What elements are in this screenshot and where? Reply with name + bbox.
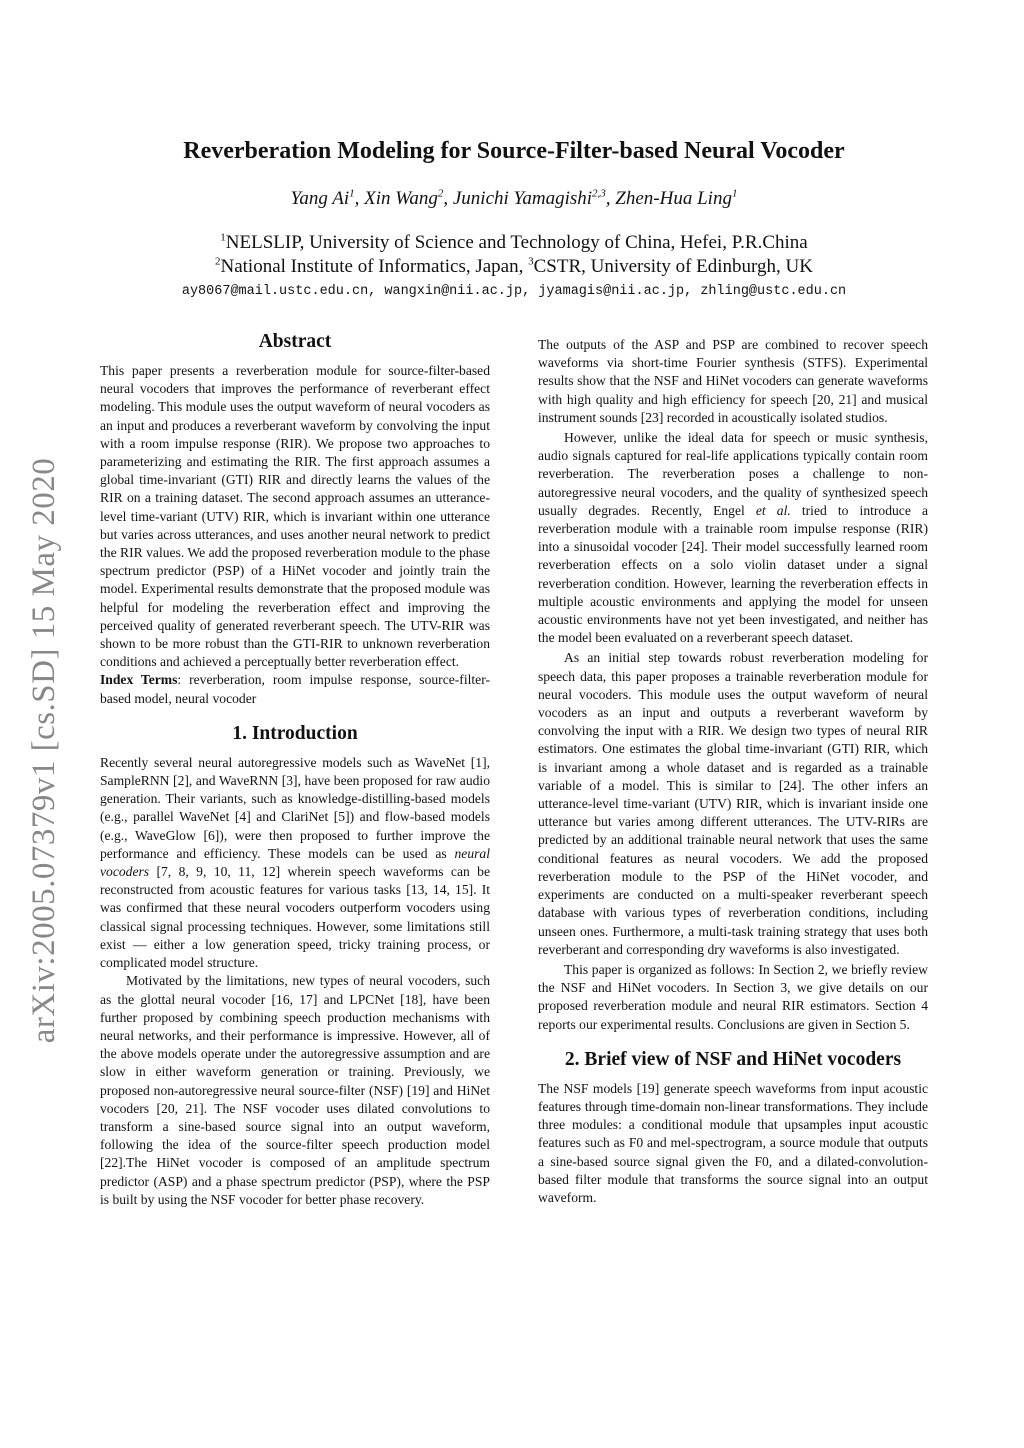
paragraph-text: However, unlike the ideal data for speech or music synthesis, audio signals captured for real-life applications typically contain room reverberation. The reverberation poses a challenge to non-autoregressive neural vocoders, and the quality of synthesized speech usually degrades. Recently, Engel [538, 430, 928, 518]
paragraph: Motivated by the limitations, new types of neural vocoders, such as the glottal neural vocoder [16, 17] and LPCNet [18], have been further proposed by combining speech production mechanisms with neural networks, and their performance is impressive. However, all of the above models operate under the autoregressive assumption and are slow in either waveform generation or training. Previously, we proposed non-autoregressive neural source-filter (NSF) [19] and HiNet vocoders [20, 21]. The NSF vocoder uses dilated convolutions to transform a sine-based source signal into an output waveform, following the idea of the source-filter speech production model [22].The HiNet vocoder is composed of an amplitude spectrum predictor (ASP) and a phase spectrum predictor (PSP), where the PSP is built by using the NSF vocoder for better phase recovery. [100, 973, 490, 1207]
abstract-text: This paper presents a reverberation module for source-filter-based neural vocoders that improves the performance of reverberant effect modeling. This module uses the output waveform of neural vocoders as an input and produces a reverberant waveform by convolving the input with a room impulse response (RIR). We propose two approaches to parameterizing and estimating the RIR. The first approach assumes a global time-invariant (GTI) RIR and directly learns the values of the RIR on a training dataset. The second approach assumes an utterance-level time-variant (UTV) RIR, which is invariant within one utterance but varies across utterances, and uses another neural network to predict the RIR values. We add the proposed reverberation module to the phase spectrum predictor (PSP) of a HiNet vocoder and jointly train the model. Experimental results demonstrate that the proposed module was helpful for modeling the reverberation effect and improving the perceived quality of generated reverberant speech. The UTV-RIR was shown to be more robust than the GTI-RIR to unknown reverberation conditions and achieved a perceptually better reverberation effect. [100, 363, 490, 670]
author-affil-marker: 2,3 [592, 187, 606, 200]
paragraph: This paper is organized as follows: In Section 2, we briefly review the NSF and HiNet vocoders. In Section 3, we give details on our proposed reverberation module and neural RIR estimators. Section 4 reports our experimental results. Conclusions are given in Section 5. [538, 961, 928, 1032]
left-column [100, 330, 490, 1209]
paragraph: The NSF models [19] generate speech waveforms from input acoustic features through time-domain non-linear transformations. They include three modules: a conditional module that upsamples input acoustic features such as F0 and mel-spectrogram, a source module that outputs a sine-based source signal given the F0, and a dilated-convolution-based filter module that transforms the source signal into an output waveform. [538, 1080, 928, 1205]
affiliation-text: CSTR, University of Edinburgh, UK [533, 256, 813, 277]
paragraph-text: Recently several neural autoregressive models such as WaveNet [1], SampleRNN [2], and WaveRNN [3], have been proposed for raw audio generation. Their variants, such as knowledge-distilling-based models (e.g., parallel WaveNet [4] and ClariNet [5]) and flow-based models (e.g., WaveGlow [6]), were then proposed to further improve the performance and efficiency. These models can be used as [100, 754, 490, 861]
affiliation-text: National Institute of Informatics, Japan, [220, 256, 529, 277]
index-terms-text: : reverberation, room impulse response, source-filter-based model, neural vocoder [100, 672, 490, 706]
author-separator: , [605, 188, 616, 209]
affiliation-line-2 [100, 256, 928, 278]
author-separator: , [443, 188, 453, 209]
author-name: Junichi Yamagishi [452, 188, 593, 209]
author-name: Zhen-Hua Ling [615, 188, 732, 209]
affiliation-text: NELSLIP, University of Science and Technology of China, Hefei, P.R.China [225, 232, 808, 253]
author-emails: ay8067@mail.ustc.edu.cn, wangxin@nii.ac.jp, jyamagis@nii.ac.jp, zhling@ustc.edu.cn [181, 284, 847, 299]
section-1-heading: 1. Introduction [232, 722, 358, 744]
affiliation-marker: 3 [528, 255, 534, 268]
affiliation-line-1 [100, 232, 928, 254]
affiliation-marker: 2 [215, 255, 221, 268]
author-name: Yang Ai [290, 188, 350, 209]
paragraph-text: [7, 8, 9, 10, 11, 12] wherein speech waveforms can be reconstructed from acoustic features for various tasks [13, 14, 15]. It was confirmed that these neural vocoders outperform vocoders using classical signal processing techniques. However, some limitations still exist — either a low generation speed, tricky training process, or complicated model structure. [100, 864, 490, 971]
author-affil-marker: 1 [731, 187, 738, 200]
author-separator: , [354, 188, 365, 209]
section-2-heading: 2. Brief view of NSF and HiNet vocoders [564, 1048, 902, 1070]
index-terms [100, 671, 490, 707]
author-name: Xin Wang [364, 188, 438, 209]
paper-title: Reverberation Modeling for Source-Filter-based Neural Vocoder [183, 138, 845, 164]
emphasis-text: neural vocoders [100, 845, 490, 880]
paragraph [100, 754, 490, 972]
author-list [100, 188, 928, 210]
paragraph: As an initial step towards robust reverberation modeling for speech data, this paper proposes a trainable reverberation module for neural vocoders. This module uses the output waveform of neural vocoders as an input and outputs a reverberant waveform by convolving the input with a RIR. We design two types of neural RIR estimators. One estimates the global time-invariant (GTI) RIR, which is invariant among a whole dataset and is regarded as a trainable variable of a model. This is similar to [24]. The other infers an utterance-level time-variant (UTV) RIR, which is invariant inside one utterance but varies among different utterances. The UTV-RIRs are predicted by an additional trainable neural network that uses the same conditional features as neural vocoders. We add the proposed reverberation module to the PSP of the HiNet vocoder, and experiments are conducted on a multi-speaker reverberant speech database with various types of reverberation conditions, including unseen ones. Furthermore, a multi-task training strategy that uses both reverberant and corresponding dry waveforms is also investigated. [538, 650, 928, 957]
paragraph [538, 429, 928, 647]
index-terms-label: Index Terms [100, 672, 178, 688]
affiliation-marker: 1 [220, 231, 226, 244]
arxiv-stamp-text: arXiv:2005.07379v1 [cs.SD] 15 May 2020 [26, 457, 63, 1043]
abstract-heading: Abstract [258, 331, 332, 352]
paragraph: The outputs of the ASP and PSP are combined to recover speech waveforms via short-time Fourier synthesis (STFS). Experimental results show that the NSF and HiNet vocoders can generate waveforms with high quality and high efficiency for speech [20, 21] and musical instrument sounds [23] recorded in acoustically isolated studios. [538, 337, 928, 425]
author-affil-marker: 1 [349, 187, 355, 200]
paragraph-text: tried to introduce a reverberation module with a trainable room impulse response (RIR) into a sinusoidal vocoder [24]. Their model successfully learned room reverberation effects on a solo violin dataset under a signal reverberation condition. However, learning the reverberation effects in multiple acoustic environments and applying the model for unseen acoustic environments have not yet been investigated, and neither has the model been evaluated on a reverberant speech dataset. [538, 502, 929, 646]
author-affil-marker: 2 [437, 187, 444, 200]
right-column [538, 336, 928, 1207]
emphasis-text: et al. [755, 502, 791, 518]
arxiv-stamp [20, 440, 70, 1060]
